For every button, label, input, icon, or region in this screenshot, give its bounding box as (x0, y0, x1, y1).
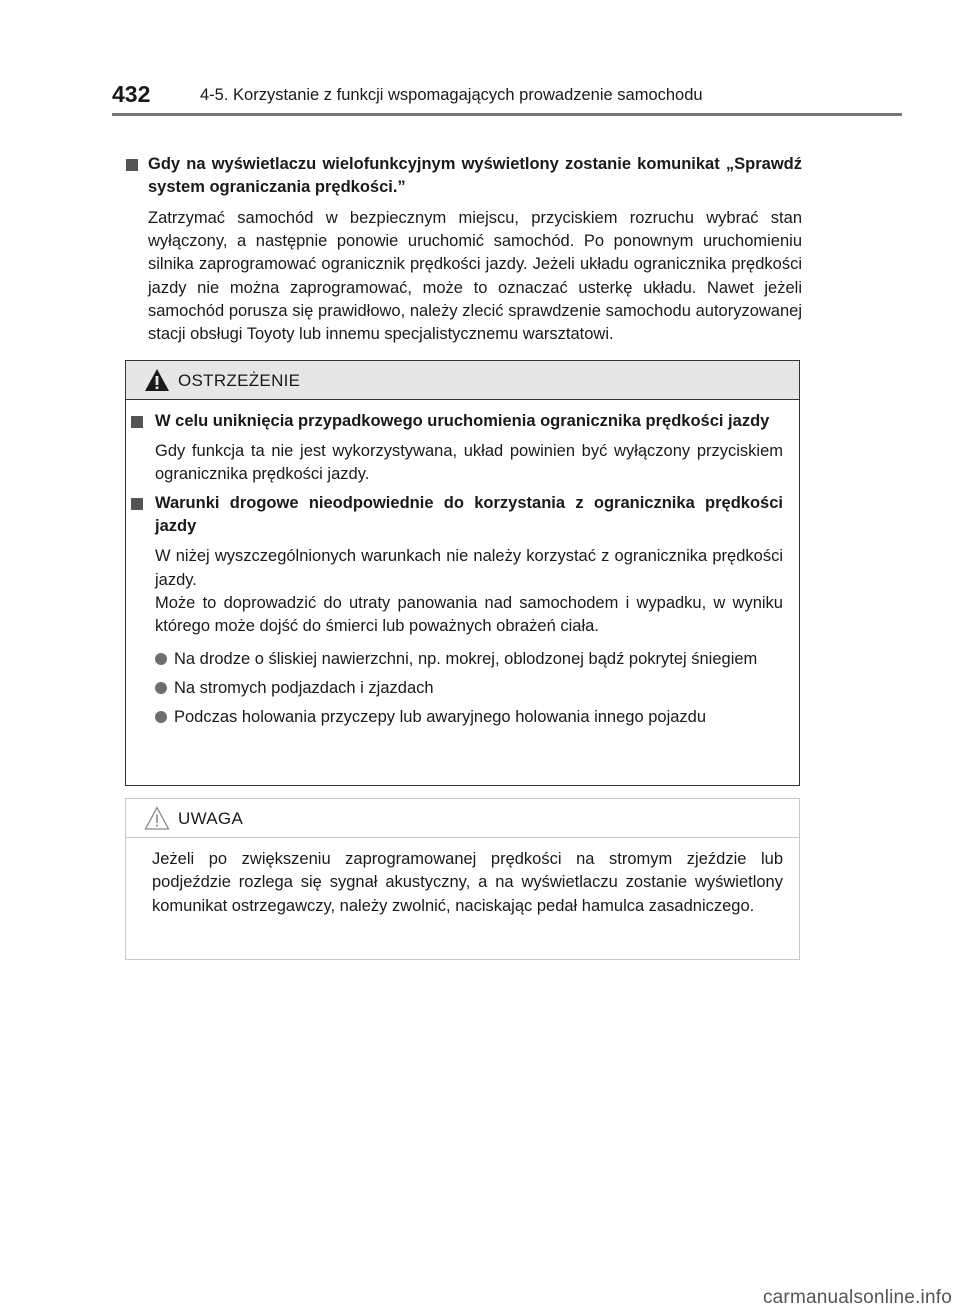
caution-triangle-icon (144, 806, 170, 830)
warning-body (126, 410, 799, 729)
round-bullet-icon (155, 653, 167, 665)
chapter-title: 4-5. Korzystanie z funkcji wspomagających prowadzenie samochodu (200, 86, 703, 104)
warning-item-2-body-1: W niżej wyszczególnionych warunkach nie należy korzystać z ogranicznika prędkości jazdy. (155, 547, 783, 589)
warning-item-1-body: Gdy funkcja ta nie jest wykorzystywana, układ powinien być wyłączony przyciskiem ogranicznika prędkości jazdy. (155, 442, 783, 484)
list-item (126, 706, 799, 729)
warning-item-2-heading: Warunki drogowe nieodpowiednie do korzystania z ogranicznika prędkości jazdy (155, 494, 783, 536)
square-bullet-icon (131, 498, 143, 510)
round-bullet-icon (155, 682, 167, 694)
square-bullet-icon (126, 159, 138, 171)
warning-box (125, 360, 800, 786)
warning-triangle-icon (144, 368, 170, 392)
bullet-text: Na drodze o śliskiej nawierzchni, np. mokrej, oblodzonej bądź pokrytej śniegiem (174, 650, 758, 669)
warning-item-2 (126, 492, 799, 538)
square-bullet-icon (131, 416, 143, 428)
page-number: 432 (112, 81, 151, 107)
warning-item-1 (126, 410, 799, 433)
section-body: Zatrzymać samochód w bezpiecznym miejscu, przyciskiem rozruchu wybrać stan wyłączony, a następnie ponowie uruchomić samochód. Po ponownym uruchomieniu silnika zaprogramować ogranicznik prędkości jazdy. Jeżeli układu ogranicznika prędkości jazdy nie można zaprogramować, może to oznaczać usterkę układu. Nawet jeżeli samochód porusza się prawidłowo, należy zlecić sprawdzenie samochodu autoryzowanej stacji obsługi Toyoty lub innemu specjalistycznemu warsztatowi. (148, 209, 802, 344)
page-header (112, 80, 902, 114)
warning-box-header (126, 361, 799, 400)
notice-title: UWAGA (178, 809, 244, 828)
header-divider (112, 113, 902, 116)
warning-item-2-body-2: Może to doprowadzić do utraty panowania nad samochodem i wypadku, w wyniku którego może dojść do śmierci lub poważnych obrażeń ciała. (155, 593, 783, 636)
section-heading: Gdy na wyświetlaczu wielofunkcyjnym wyświetlony zostanie komunikat „Sprawdź system ograniczania prędkości.” (148, 155, 802, 196)
list-item (126, 648, 799, 671)
notice-body: Jeżeli po zwiększeniu zaprogramowanej prędkości na stromym zjeździe lub podjeździe rozlega się sygnał akustyczny, a na wyświetlaczu zostanie wyświetlony komunikat ostrzegawczy, należy zwolnić, naciskając pedał hamulca zasadniczego. (152, 850, 783, 915)
watermark: carmanualsonline.info (762, 1287, 952, 1308)
bullet-text: Podczas holowania przyczepy lub awaryjnego holowania innego pojazdu (174, 708, 707, 727)
list-item (126, 677, 799, 700)
bullet-text: Na stromych podjazdach i zjazdach (174, 679, 434, 698)
round-bullet-icon (155, 711, 167, 723)
notice-box-header (126, 799, 799, 838)
warning-item-1-heading: W celu uniknięcia przypadkowego uruchomienia ogranicznika prędkości jazdy (155, 412, 770, 430)
section-heading-block (126, 153, 802, 199)
notice-box (125, 798, 800, 960)
warning-title: OSTRZEŻENIE (178, 371, 301, 390)
message-section (126, 153, 802, 346)
